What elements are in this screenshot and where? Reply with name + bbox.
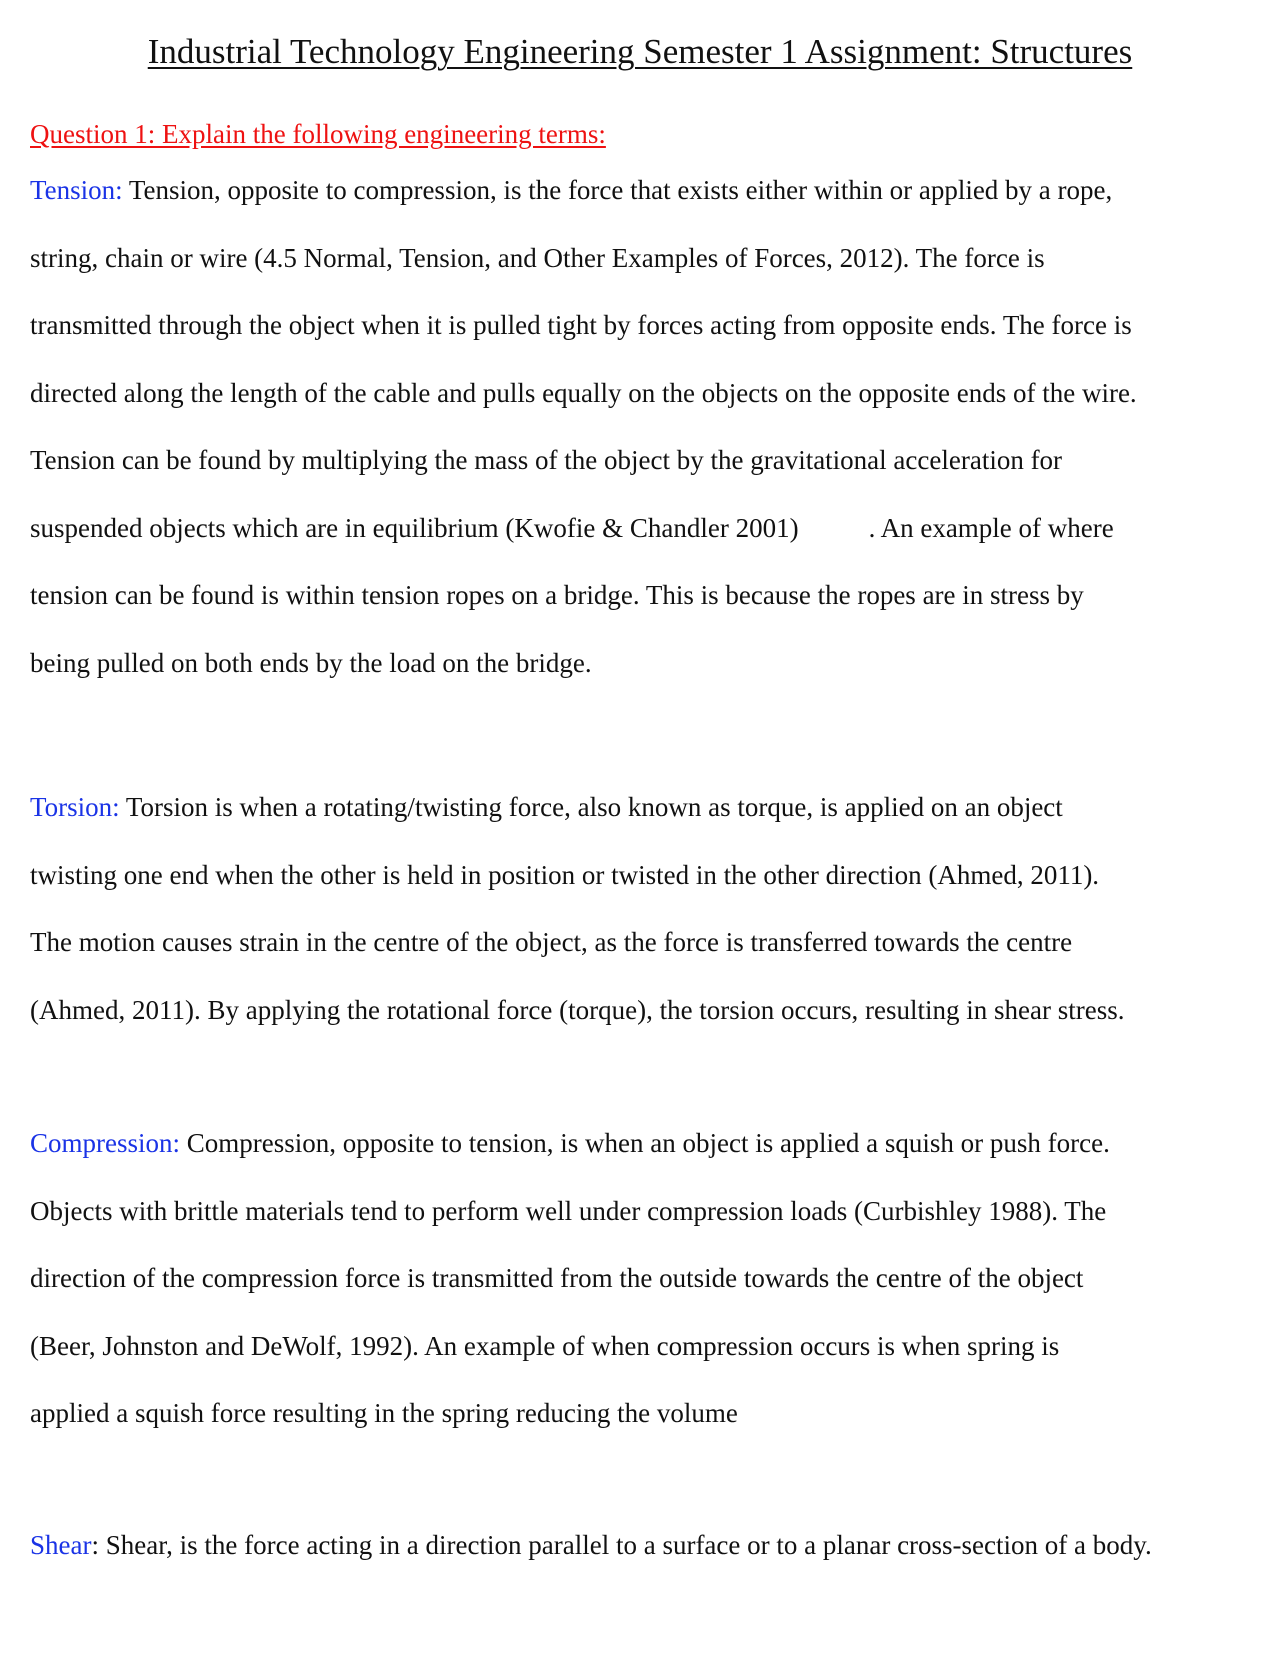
shear-line-1 bbox=[30, 1512, 1250, 1580]
tension-line-6 bbox=[30, 495, 1250, 563]
compression-section bbox=[30, 1110, 1250, 1448]
torsion-line-3: The motion causes strain in the centre of the object, as the force is transferred towards the centre bbox=[30, 927, 1073, 957]
tension-line-1 bbox=[30, 157, 1250, 225]
shear-text-1: Shear, is the force acting in a direction parallel to a surface or to a planar cross-section of a body. bbox=[105, 1530, 1152, 1560]
torsion-section bbox=[30, 774, 1250, 1044]
torsion-text-1: Torsion is when a rotating/twisting force, also known as torque, is applied on an object bbox=[125, 792, 1063, 822]
tension-line-8: being pulled on both ends by the load on the bridge. bbox=[30, 647, 592, 678]
torsion-line-2: twisting one end when the other is held in position or twisted in the other direction (Ahmed, 2011). bbox=[30, 859, 1100, 890]
compression-line-3: direction of the compression force is transmitted from the outside towards the centre of the object bbox=[30, 1263, 1084, 1293]
tension-text-6-tail: . An example of where bbox=[868, 512, 1114, 543]
tension-line-4: directed along the length of the cable and pulls equally on the objects on the opposite ends of the wire. bbox=[30, 377, 1137, 408]
compression-line-4: (Beer, Johnston and DeWolf, 1992). An example of when compression occurs is when spring is bbox=[30, 1330, 1060, 1361]
shear-colon: : bbox=[91, 1530, 99, 1560]
torsion-line-1 bbox=[30, 774, 1250, 842]
tension-term: Tension: bbox=[30, 175, 123, 205]
tension-line-7: tension can be found is within tension ropes on a bridge. This is because the ropes are in stress by bbox=[30, 580, 1084, 610]
tension-line-2: string, chain or wire (4.5 Normal, Tension, and Other Examples of Forces, 2012). The force is bbox=[30, 242, 1045, 273]
tension-line-3: transmitted through the object when it is pulled tight by forces acting from opposite ends. The force is bbox=[30, 310, 1132, 340]
tension-text-6: suspended objects which are in equilibrium (Kwofie & Chandler 2001) bbox=[30, 512, 799, 543]
compression-line-1 bbox=[30, 1110, 1250, 1178]
shear-term: Shear bbox=[30, 1530, 92, 1560]
torsion-term: Torsion: bbox=[30, 792, 120, 822]
tension-section bbox=[30, 157, 1250, 697]
question-heading: Question 1: Explain the following engineering terms: bbox=[30, 119, 606, 149]
compression-line-5: applied a squish force resulting in the spring reducing the volume bbox=[30, 1398, 738, 1428]
tension-line-5: Tension can be found by multiplying the mass of the object by the gravitational acceleration for bbox=[30, 445, 1063, 475]
torsion-line-4: (Ahmed, 2011). By applying the rotational force (torque), the torsion occurs, resulting in shear stress. bbox=[30, 994, 1125, 1025]
compression-term: Compression: bbox=[30, 1128, 181, 1158]
compression-text-1: Compression, opposite to tension, is when an object is applied a squish or push force. bbox=[186, 1128, 1110, 1158]
shear-section bbox=[30, 1512, 1250, 1580]
tension-text-1: Tension, opposite to compression, is the force that exists either within or applied by a rope, bbox=[128, 175, 1113, 205]
compression-line-2: Objects with brittle materials tend to perform well under compression loads (Curbishley 1988). The bbox=[30, 1195, 1107, 1226]
document-title: Industrial Technology Engineering Semester 1 Assignment: Structures bbox=[147, 32, 1133, 71]
